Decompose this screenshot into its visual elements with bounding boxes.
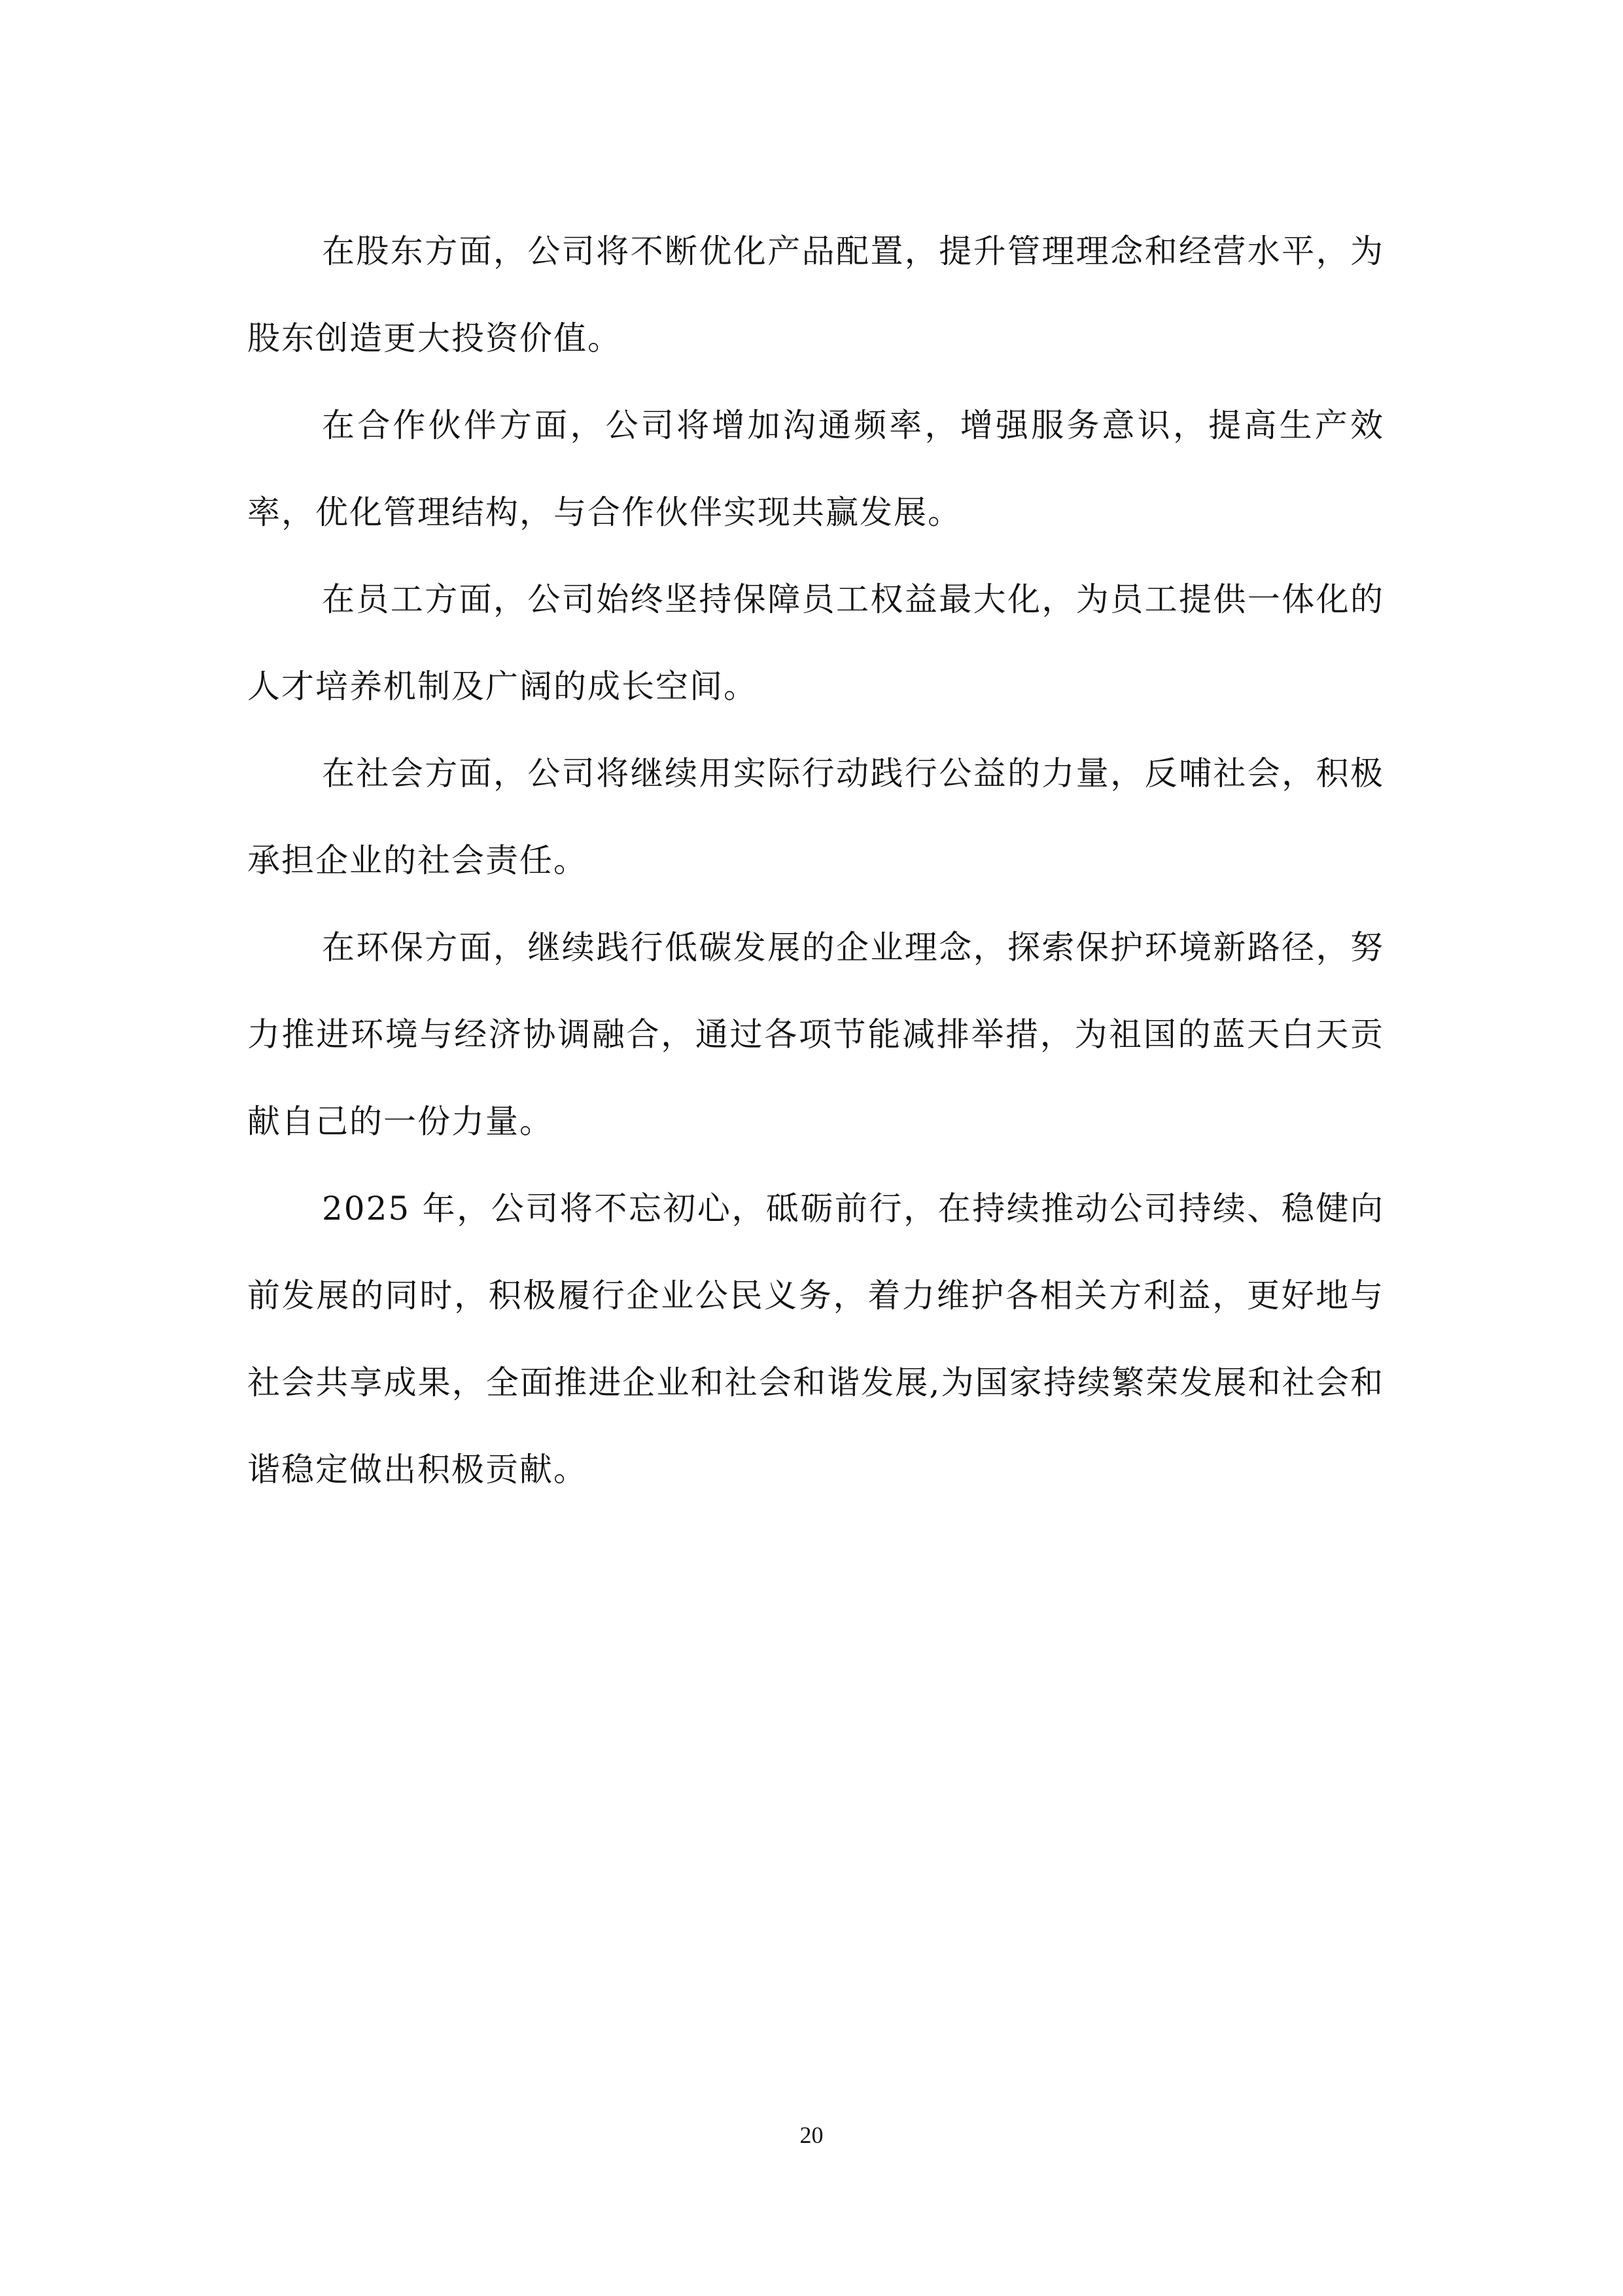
paragraph-outlook-2025: 2025 年，公司将不忘初心，砥砺前行，在持续推动公司持续、稳健向前发展的同时，积极履行企业公民义务，着力维护各相关方利益，更好地与社会共享成果，全面推进企业和社会和谐发展,为国家持续繁荣发展和社会和谐稳定做出积极贡献。 <box>247 1190 1384 1489</box>
paragraph-partners: 在合作伙伴方面，公司将增加沟通频率，增强服务意识，提高生产效率，优化管理结构，与合作伙伴实现共赢发展。 <box>247 406 1384 531</box>
paragraph-shareholders: 在股东方面，公司将不断优化产品配置，提升管理理念和经营水平，为股东创造更大投资价值。 <box>247 232 1384 357</box>
page-number: 20 <box>799 2122 824 2148</box>
paragraph-employees: 在员工方面，公司始终坚持保障员工权益最大化，为员工提供一体化的人才培养机制及广阔的成长空间。 <box>247 580 1384 705</box>
document-body <box>247 208 1384 1513</box>
paragraph-environment: 在环保方面，继续践行低碳发展的企业理念，探索保护环境新路径，努力推进环境与经济协调融合，通过各项节能减排举措，为祖国的蓝天白天贡献自己的一份力量。 <box>247 928 1384 1140</box>
paragraph-society: 在社会方面，公司将继续用实际行动践行公益的力量，反哺社会，积极承担企业的社会责任。 <box>247 754 1384 879</box>
